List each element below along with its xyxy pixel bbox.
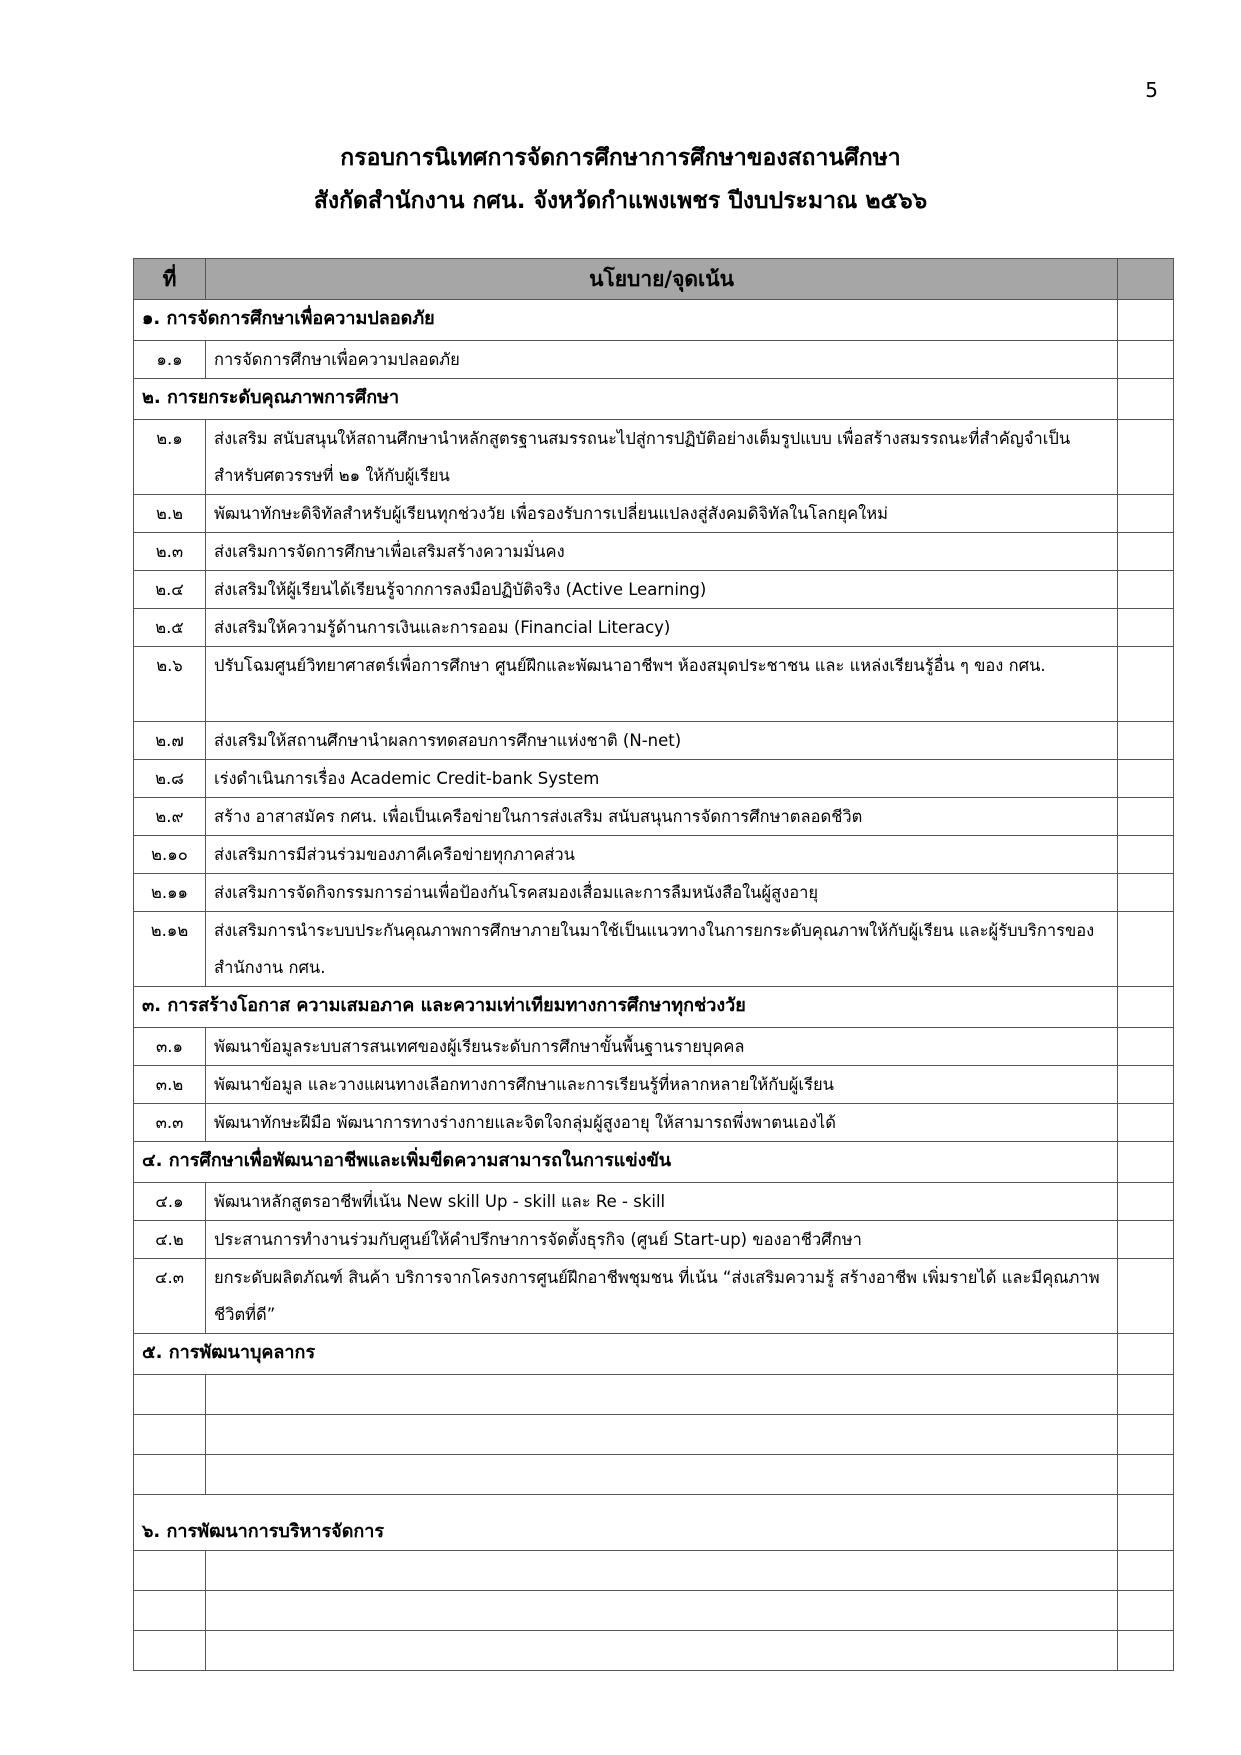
empty-cell <box>1118 912 1174 987</box>
empty-cell <box>1118 987 1174 1028</box>
blank-row <box>134 1375 1174 1415</box>
item-number: ๓.๑ <box>134 1028 206 1066</box>
empty-cell <box>1118 495 1174 533</box>
empty-cell <box>1118 722 1174 760</box>
item-text: พัฒนาหลักสูตรอาชีพที่เน้น New skill Up - skill และ Re - skill <box>206 1183 1118 1221</box>
item-text: ส่งเสริมการจัดการศึกษาเพื่อเสริมสร้างความมั่นคง <box>206 533 1118 571</box>
empty-cell <box>1118 760 1174 798</box>
table-row <box>134 341 1174 379</box>
empty-cell <box>134 1591 206 1631</box>
item-number: ๔.๓ <box>134 1259 206 1334</box>
empty-cell <box>134 1455 206 1495</box>
empty-cell <box>1118 1551 1174 1591</box>
empty-cell <box>1118 1591 1174 1631</box>
blank-row <box>134 1591 1174 1631</box>
item-number: ๒.๑ <box>134 420 206 495</box>
section-row <box>134 1495 1174 1551</box>
table-row <box>134 874 1174 912</box>
empty-cell <box>206 1631 1118 1671</box>
empty-cell <box>1118 609 1174 647</box>
empty-cell <box>1118 379 1174 420</box>
item-number: ๒.๒ <box>134 495 206 533</box>
section-row <box>134 379 1174 420</box>
empty-cell <box>206 1551 1118 1591</box>
blank-row <box>134 1415 1174 1455</box>
item-number: ๒.๑๑ <box>134 874 206 912</box>
item-number: ๒.๔ <box>134 571 206 609</box>
empty-cell <box>1118 571 1174 609</box>
empty-cell <box>1118 1631 1174 1671</box>
empty-cell <box>1118 836 1174 874</box>
table-row <box>134 647 1174 722</box>
blank-row <box>134 1631 1174 1671</box>
empty-cell <box>1118 1334 1174 1375</box>
section-title: ๖. การพัฒนาการบริหารจัดการ <box>134 1495 1118 1551</box>
page-number: 5 <box>1145 78 1158 102</box>
empty-cell <box>1118 1495 1174 1551</box>
empty-cell <box>1118 1375 1174 1415</box>
section-title: ๓. การสร้างโอกาส ความเสมอภาค และความเท่าเทียมทางการศึกษาทุกช่วงวัย <box>134 987 1118 1028</box>
item-number: ๒.๑๒ <box>134 912 206 987</box>
item-text: พัฒนาข้อมูล และวางแผนทางเลือกทางการศึกษาและการเรียนรู้ที่หลากหลายให้กับผู้เรียน <box>206 1066 1118 1104</box>
empty-cell <box>1118 1415 1174 1455</box>
item-text: พัฒนาทักษะดิจิทัลสำหรับผู้เรียนทุกช่วงวัย เพื่อรองรับการเปลี่ยนแปลงสู่สังคมดิจิทัลในโลกยุคใหม่ <box>206 495 1118 533</box>
table-row <box>134 533 1174 571</box>
item-text: เร่งดำเนินการเรื่อง Academic Credit-bank System <box>206 760 1118 798</box>
item-text: ส่งเสริมให้ผู้เรียนได้เรียนรู้จากการลงมือปฏิบัติจริง (Active Learning) <box>206 571 1118 609</box>
table-header-row <box>134 259 1174 300</box>
item-number: ๒.๗ <box>134 722 206 760</box>
empty-cell <box>1118 533 1174 571</box>
item-number: ๓.๓ <box>134 1104 206 1142</box>
table-row <box>134 722 1174 760</box>
table-row <box>134 495 1174 533</box>
item-number: ๔.๑ <box>134 1183 206 1221</box>
empty-cell <box>1118 1455 1174 1495</box>
table-row <box>134 1183 1174 1221</box>
table-row <box>134 912 1174 987</box>
item-text: ส่งเสริม สนับสนุนให้สถานศึกษานำหลักสูตรฐานสมรรถนะไปสู่การปฏิบัติอย่างเต็มรูปแบบ เพื่อสร้างสมรรถนะที่สำคัญจำเป็นสำหรับศตวรรษที่ ๒๑ ให้กับผู้เรียน <box>206 420 1118 495</box>
table-row <box>134 798 1174 836</box>
empty-cell <box>1118 874 1174 912</box>
empty-cell <box>1118 1104 1174 1142</box>
header-extra <box>1118 259 1174 300</box>
policy-table <box>133 258 1174 1671</box>
item-text: ประสานการทำงานร่วมกับศูนย์ให้คำปรึกษาการจัดตั้งธุรกิจ (ศูนย์ Start-up) ของอาชีวศึกษา <box>206 1221 1118 1259</box>
empty-cell <box>1118 1028 1174 1066</box>
section-row <box>134 1142 1174 1183</box>
item-text: พัฒนาทักษะฝีมือ พัฒนาการทางร่างกายและจิตใจกลุ่มผู้สูงอายุ ให้สามารถพึ่งพาตนเองได้ <box>206 1104 1118 1142</box>
item-text: ส่งเสริมการมีส่วนร่วมของภาคีเครือข่ายทุกภาคส่วน <box>206 836 1118 874</box>
item-text: ส่งเสริมให้ความรู้ด้านการเงินและการออม (Financial Literacy) <box>206 609 1118 647</box>
empty-cell <box>1118 420 1174 495</box>
table-row <box>134 571 1174 609</box>
item-number: ๒.๖ <box>134 647 206 722</box>
table-row <box>134 1259 1174 1334</box>
empty-cell <box>134 1375 206 1415</box>
table-row <box>134 609 1174 647</box>
empty-cell <box>206 1415 1118 1455</box>
item-number: ๒.๓ <box>134 533 206 571</box>
empty-cell <box>206 1591 1118 1631</box>
empty-cell <box>1118 1142 1174 1183</box>
table-row <box>134 1104 1174 1142</box>
empty-cell <box>1118 798 1174 836</box>
empty-cell <box>1118 1183 1174 1221</box>
item-text: ส่งเสริมให้สถานศึกษานำผลการทดสอบการศึกษาแห่งชาติ (N-net) <box>206 722 1118 760</box>
item-number: ๓.๒ <box>134 1066 206 1104</box>
empty-cell <box>1118 647 1174 722</box>
blank-row <box>134 1455 1174 1495</box>
table-row <box>134 420 1174 495</box>
blank-row <box>134 1551 1174 1591</box>
empty-cell <box>1118 1259 1174 1334</box>
table-row <box>134 836 1174 874</box>
empty-cell <box>134 1551 206 1591</box>
item-text: ส่งเสริมการนำระบบประกันคุณภาพการศึกษาภายในมาใช้เป็นแนวทางในการยกระดับคุณภาพให้กับผู้เรียน และผู้รับบริการของ สำนักงาน กศน. <box>206 912 1118 987</box>
document-title: กรอบการนิเทศการจัดการศึกษาการศึกษาของสถานศึกษา <box>340 145 901 171</box>
section-title: ๒. การยกระดับคุณภาพการศึกษา <box>134 379 1118 420</box>
section-title: ๕. การพัฒนาบุคลากร <box>134 1334 1118 1375</box>
item-text: ยกระดับผลิตภัณฑ์ สินค้า บริการจากโครงการศูนย์ฝึกอาชีพชุมชน ที่เน้น “ส่งเสริมความรู้ สร้างอาชีพ เพิ่มรายได้ และมีคุณภาพชีวิตที่ดี” <box>206 1259 1118 1334</box>
empty-cell <box>206 1375 1118 1415</box>
table-row <box>134 1066 1174 1104</box>
empty-cell <box>1118 341 1174 379</box>
item-number: ๒.๘ <box>134 760 206 798</box>
item-text: สร้าง อาสาสมัคร กศน. เพื่อเป็นเครือข่ายในการส่งเสริม สนับสนุนการจัดการศึกษาตลอดชีวิต <box>206 798 1118 836</box>
table-row <box>134 1028 1174 1066</box>
table-row <box>134 760 1174 798</box>
section-row <box>134 300 1174 341</box>
document-subtitle: สังกัดสำนักงาน กศน. จังหวัดกำแพงเพชร ปีงบประมาณ ๒๕๖๖ <box>313 188 928 214</box>
item-text: ปรับโฉมศูนย์วิทยาศาสตร์เพื่อการศึกษา ศูนย์ฝึกและพัฒนาอาชีพฯ ห้องสมุดประชาชน และ แหล่งเรียนรู้อื่น ๆ ของ กศน. <box>206 647 1118 722</box>
item-text: พัฒนาข้อมูลระบบสารสนเทศของผู้เรียนระดับการศึกษาขั้นพื้นฐานรายบุคคล <box>206 1028 1118 1066</box>
empty-cell <box>1118 1221 1174 1259</box>
empty-cell <box>1118 1066 1174 1104</box>
section-title: ๔. การศึกษาเพื่อพัฒนาอาชีพและเพิ่มขีดความสามารถในการแข่งขัน <box>134 1142 1118 1183</box>
header-no: ที่ <box>134 259 206 300</box>
item-text: ส่งเสริมการจัดกิจกรรมการอ่านเพื่อป้องกันโรคสมองเสื่อมและการลืมหนังสือในผู้สูงอายุ <box>206 874 1118 912</box>
section-title: ๑. การจัดการศึกษาเพื่อความปลอดภัย <box>134 300 1118 341</box>
empty-cell <box>206 1455 1118 1495</box>
header-policy: นโยบาย/จุดเน้น <box>206 259 1118 300</box>
item-number: ๒.๕ <box>134 609 206 647</box>
empty-cell <box>134 1631 206 1671</box>
item-text: การจัดการศึกษาเพื่อความปลอดภัย <box>206 341 1118 379</box>
item-number: ๒.๑๐ <box>134 836 206 874</box>
item-number: ๒.๙ <box>134 798 206 836</box>
item-number: ๔.๒ <box>134 1221 206 1259</box>
item-number: ๑.๑ <box>134 341 206 379</box>
empty-cell <box>134 1415 206 1455</box>
section-row <box>134 1334 1174 1375</box>
table-row <box>134 1221 1174 1259</box>
section-row <box>134 987 1174 1028</box>
empty-cell <box>1118 300 1174 341</box>
